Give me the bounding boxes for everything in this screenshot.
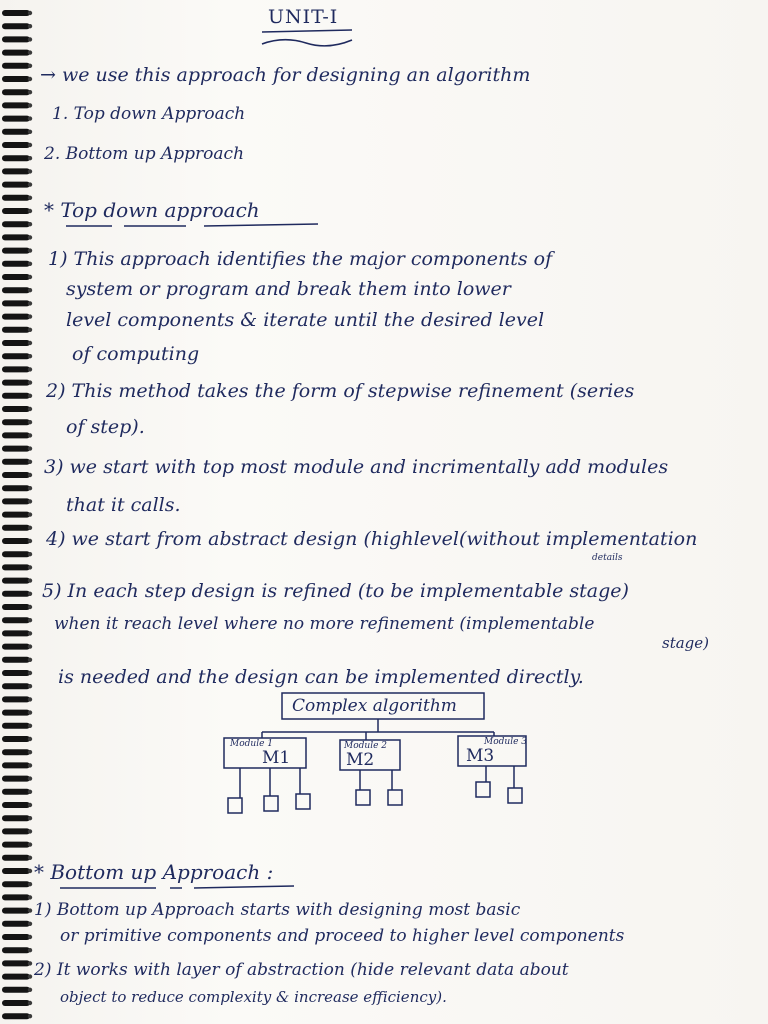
spiral-hole bbox=[28, 790, 32, 794]
spiral-hole bbox=[28, 1001, 32, 1005]
spiral-ring bbox=[2, 696, 30, 702]
spiral-ring bbox=[2, 776, 30, 782]
td-point-4-line-2: details bbox=[592, 553, 623, 563]
td-point-1-line-1: 1) This approach identifies the major components of bbox=[48, 248, 553, 270]
spiral-hole bbox=[28, 750, 32, 754]
spiral-ring bbox=[2, 353, 30, 359]
spiral-ring bbox=[2, 960, 30, 966]
spiral-hole bbox=[28, 776, 32, 780]
spiral-hole bbox=[28, 737, 32, 741]
spiral-ring bbox=[2, 947, 30, 953]
spiral-ring bbox=[2, 828, 30, 834]
spiral-hole bbox=[28, 658, 32, 662]
spiral-ring bbox=[2, 432, 30, 438]
spiral-ring bbox=[2, 472, 30, 478]
td-point-1-line-4: of computing bbox=[72, 343, 200, 365]
spiral-hole bbox=[28, 552, 32, 556]
spiral-ring bbox=[2, 89, 30, 95]
spiral-hole bbox=[28, 341, 32, 345]
spiral-hole bbox=[28, 473, 32, 477]
diagram-leaf bbox=[296, 794, 310, 809]
spiral-hole bbox=[28, 961, 32, 965]
spiral-hole bbox=[28, 301, 32, 305]
intro-item-2: 2. Bottom up Approach bbox=[44, 144, 245, 164]
spiral-hole bbox=[28, 143, 32, 147]
spiral-ring bbox=[2, 393, 30, 399]
spiral-ring bbox=[2, 921, 30, 927]
bu-point-2-line-1: 2) It works with layer of abstraction (hide relevant data about bbox=[34, 960, 569, 980]
spiral-hole bbox=[28, 988, 32, 992]
spiral-ring bbox=[2, 195, 30, 201]
spiral-ring bbox=[2, 446, 30, 452]
top-down-heading: * Top down approach bbox=[44, 198, 260, 222]
spiral-hole bbox=[28, 605, 32, 609]
spiral-ring bbox=[2, 102, 30, 108]
spiral-ring bbox=[2, 234, 30, 240]
spiral-hole bbox=[28, 710, 32, 714]
spiral-hole bbox=[28, 196, 32, 200]
spiral-ring bbox=[2, 300, 30, 306]
spiral-ring bbox=[2, 168, 30, 174]
spiral-ring bbox=[2, 142, 30, 148]
spiral-ring bbox=[2, 736, 30, 742]
spiral-hole bbox=[28, 565, 32, 569]
spiral-hole bbox=[28, 935, 32, 939]
diagram-module-3-name: M3 bbox=[466, 746, 495, 766]
td-point-2-line-2: of step). bbox=[66, 416, 145, 438]
spiral-hole bbox=[28, 526, 32, 530]
diagram-leaf bbox=[228, 798, 242, 813]
spiral-hole bbox=[28, 11, 32, 15]
spiral-ring bbox=[2, 578, 30, 584]
spiral-ring bbox=[2, 406, 30, 412]
spiral-ring bbox=[2, 987, 30, 993]
spiral-ring bbox=[2, 802, 30, 808]
spiral-hole bbox=[28, 275, 32, 279]
spiral-ring bbox=[2, 564, 30, 570]
spiral-hole bbox=[28, 684, 32, 688]
spiral-ring bbox=[2, 591, 30, 597]
spiral-hole bbox=[28, 974, 32, 978]
spiral-hole bbox=[28, 908, 32, 912]
spiral-ring bbox=[2, 1013, 30, 1019]
diagram-module-1-name: M1 bbox=[262, 748, 291, 768]
spiral-hole bbox=[28, 856, 32, 860]
spiral-hole bbox=[28, 539, 32, 543]
spiral-ring bbox=[2, 657, 30, 663]
td-point-4-line-1: 4) we start from abstract design (highlevel(without implementation bbox=[46, 528, 698, 550]
spiral-hole bbox=[28, 803, 32, 807]
spiral-hole bbox=[28, 407, 32, 411]
spiral-hole bbox=[28, 77, 32, 81]
spiral-hole bbox=[28, 64, 32, 68]
spiral-hole bbox=[28, 763, 32, 767]
diagram-leaf bbox=[476, 782, 490, 797]
spiral-ring bbox=[2, 670, 30, 676]
spiral-ring bbox=[2, 380, 30, 386]
spiral-hole bbox=[28, 1014, 32, 1018]
spiral-ring bbox=[2, 261, 30, 267]
td-point-2-line-1: 2) This method takes the form of stepwise refinement (series bbox=[46, 380, 635, 402]
spiral-hole bbox=[28, 433, 32, 437]
spiral-hole bbox=[28, 222, 32, 226]
spiral-ring bbox=[2, 868, 30, 874]
spiral-hole bbox=[28, 842, 32, 846]
spiral-hole bbox=[28, 420, 32, 424]
spiral-ring bbox=[2, 182, 30, 188]
bottom-up-heading: * Bottom up Approach : bbox=[34, 860, 274, 884]
spiral-hole bbox=[28, 578, 32, 582]
spiral-hole bbox=[28, 631, 32, 635]
spiral-hole bbox=[28, 314, 32, 318]
spiral-ring bbox=[2, 1000, 30, 1006]
spiral-ring bbox=[2, 617, 30, 623]
td-point-5-line-4: is needed and the design can be implemented directly. bbox=[58, 666, 584, 688]
spiral-ring bbox=[2, 881, 30, 887]
spiral-hole bbox=[28, 24, 32, 28]
td-point-5-line-3: stage) bbox=[662, 634, 709, 652]
spiral-ring bbox=[2, 485, 30, 491]
diagram-module-2-tag: Module 2 bbox=[344, 741, 387, 751]
spiral-hole bbox=[28, 512, 32, 516]
spiral-ring bbox=[2, 287, 30, 293]
spiral-ring bbox=[2, 274, 30, 280]
spiral-ring bbox=[2, 630, 30, 636]
spiral-ring bbox=[2, 710, 30, 716]
spiral-hole bbox=[28, 697, 32, 701]
spiral-hole bbox=[28, 499, 32, 503]
spiral-hole bbox=[28, 895, 32, 899]
spiral-ring bbox=[2, 644, 30, 650]
spiral-ring bbox=[2, 723, 30, 729]
intro-line: → we use this approach for designing an algorithm bbox=[40, 64, 531, 86]
spiral-ring bbox=[2, 551, 30, 557]
spiral-hole bbox=[28, 103, 32, 107]
spiral-ring bbox=[2, 974, 30, 980]
bu-point-1-line-2: or primitive components and proceed to higher level components bbox=[60, 926, 625, 946]
td-point-1-line-2: system or program and break them into lower bbox=[66, 278, 511, 300]
spiral-ring bbox=[2, 525, 30, 531]
spiral-hole bbox=[28, 816, 32, 820]
diagram-leaf bbox=[264, 796, 278, 811]
spiral-ring bbox=[2, 10, 30, 16]
spiral-hole bbox=[28, 354, 32, 358]
spiral-ring bbox=[2, 842, 30, 848]
spiral-ring bbox=[2, 762, 30, 768]
intro-item-1: 1. Top down Approach bbox=[52, 104, 246, 124]
spiral-ring bbox=[2, 314, 30, 320]
spiral-ring bbox=[2, 248, 30, 254]
spiral-ring bbox=[2, 498, 30, 504]
spiral-hole bbox=[28, 724, 32, 728]
spiral-ring bbox=[2, 419, 30, 425]
spiral-ring bbox=[2, 340, 30, 346]
spiral-ring bbox=[2, 116, 30, 122]
spiral-hole bbox=[28, 829, 32, 833]
diagram-leaf bbox=[356, 790, 370, 805]
spiral-hole bbox=[28, 288, 32, 292]
spiral-hole bbox=[28, 90, 32, 94]
spiral-hole bbox=[28, 644, 32, 648]
spiral-ring bbox=[2, 459, 30, 465]
bu-point-2-line-2: object to reduce complexity & increase efficiency). bbox=[60, 988, 447, 1006]
diagram-module-2-name: M2 bbox=[346, 750, 375, 770]
spiral-hole bbox=[28, 592, 32, 596]
td-point-3-line-2: that it calls. bbox=[66, 494, 181, 516]
diagram-root-label: Complex algorithm bbox=[292, 696, 457, 716]
unit-title: UNIT-I bbox=[268, 6, 339, 28]
spiral-ring bbox=[2, 36, 30, 42]
diagram-module-3-tag: Module 3 bbox=[484, 737, 527, 747]
spiral-ring bbox=[2, 366, 30, 372]
spiral-hole bbox=[28, 446, 32, 450]
spiral-hole bbox=[28, 182, 32, 186]
diagram-module-1-tag: Module 1 bbox=[230, 739, 273, 749]
spiral-hole bbox=[28, 367, 32, 371]
td-point-1-line-3: level components & iterate until the desired level bbox=[66, 309, 545, 331]
spiral-ring bbox=[2, 23, 30, 29]
spiral-ring bbox=[2, 894, 30, 900]
spiral-ring bbox=[2, 749, 30, 755]
spiral-hole bbox=[28, 460, 32, 464]
diagram-leaf bbox=[388, 790, 402, 805]
spiral-ring bbox=[2, 63, 30, 69]
spiral-ring bbox=[2, 538, 30, 544]
spiral-ring bbox=[2, 683, 30, 689]
spiral-ring bbox=[2, 789, 30, 795]
spiral-hole bbox=[28, 671, 32, 675]
spiral-hole bbox=[28, 262, 32, 266]
spiral-hole bbox=[28, 380, 32, 384]
spiral-hole bbox=[28, 948, 32, 952]
spiral-hole bbox=[28, 116, 32, 120]
spiral-ring bbox=[2, 221, 30, 227]
spiral-hole bbox=[28, 618, 32, 622]
spiral-ring bbox=[2, 76, 30, 82]
td-point-5-line-2: when it reach level where no more refinement (implementable bbox=[54, 614, 595, 634]
spiral-ring bbox=[2, 908, 30, 914]
spiral-hole bbox=[28, 486, 32, 490]
spiral-hole bbox=[28, 235, 32, 239]
spiral-hole bbox=[28, 328, 32, 332]
spiral-hole bbox=[28, 50, 32, 54]
spiral-hole bbox=[28, 248, 32, 252]
bu-point-1-line-1: 1) Bottom up Approach starts with designing most basic bbox=[34, 900, 521, 920]
spiral-ring bbox=[2, 129, 30, 135]
spiral-ring bbox=[2, 855, 30, 861]
spiral-hole bbox=[28, 156, 32, 160]
spiral-ring bbox=[2, 208, 30, 214]
spiral-ring bbox=[2, 512, 30, 518]
spiral-ring bbox=[2, 604, 30, 610]
spiral-ring bbox=[2, 50, 30, 56]
spiral-hole bbox=[28, 882, 32, 886]
td-point-5-line-1: 5) In each step design is refined (to be implementable stage) bbox=[42, 580, 629, 602]
td-point-3-line-1: 3) we start with top most module and incrimentally add modules bbox=[44, 456, 669, 478]
spiral-hole bbox=[28, 922, 32, 926]
spiral-ring bbox=[2, 155, 30, 161]
spiral-ring bbox=[2, 934, 30, 940]
spiral-ring bbox=[2, 815, 30, 821]
spiral-hole bbox=[28, 209, 32, 213]
spiral-hole bbox=[28, 869, 32, 873]
spiral-hole bbox=[28, 37, 32, 41]
spiral-hole bbox=[28, 394, 32, 398]
spiral-hole bbox=[28, 130, 32, 134]
diagram-leaf bbox=[508, 788, 522, 803]
spiral-ring bbox=[2, 327, 30, 333]
spiral-hole bbox=[28, 169, 32, 173]
